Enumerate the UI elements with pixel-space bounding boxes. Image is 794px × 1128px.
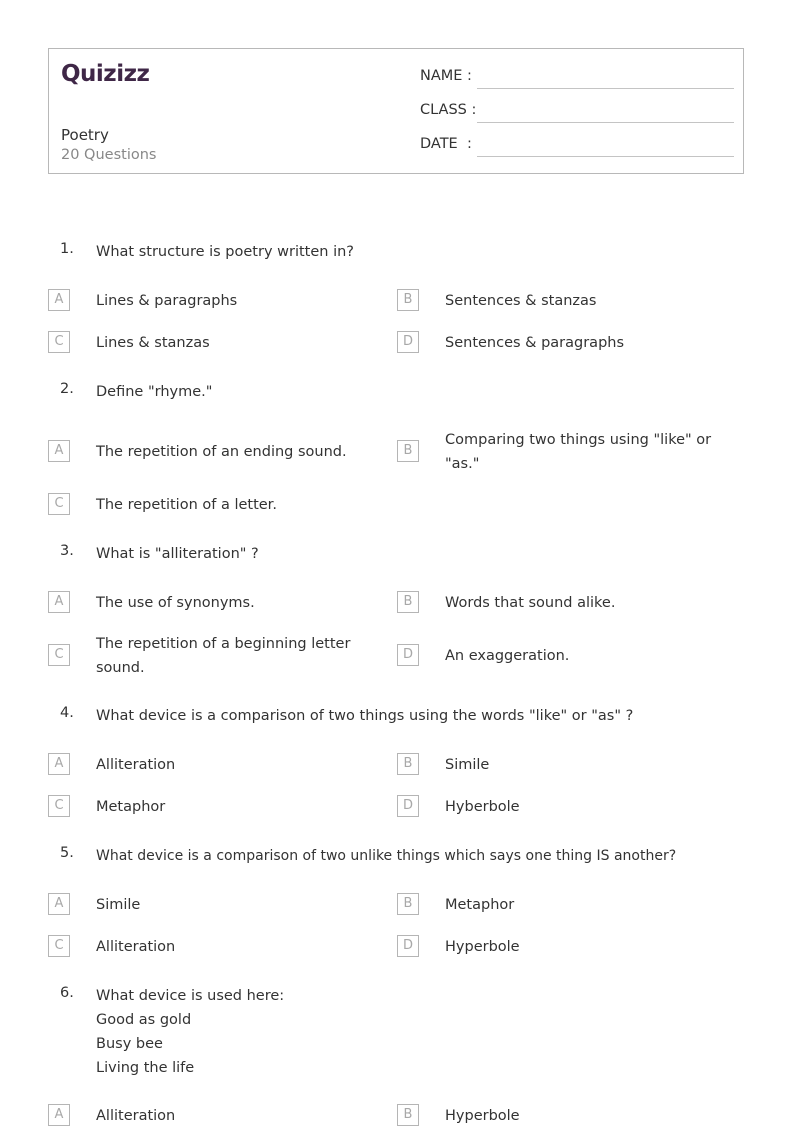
worksheet-title: Poetry: [61, 126, 109, 144]
option-letter-box[interactable]: C: [48, 331, 70, 353]
option-text: Lines & paragraphs: [96, 293, 238, 309]
question-text: What is "alliteration" ?: [96, 546, 259, 562]
option-text: Lines & stanzas: [96, 335, 210, 351]
class-label: CLASS :: [420, 102, 477, 118]
question-number: 3.: [60, 543, 74, 559]
option-text: Sentences & stanzas: [445, 293, 597, 309]
date-label: DATE :: [420, 136, 472, 152]
option-text: Alliteration: [96, 1108, 176, 1124]
question-number: 5.: [60, 845, 74, 861]
option-letter-box[interactable]: D: [397, 331, 419, 353]
question-number: 2.: [60, 381, 74, 397]
question-text: What device is a comparison of two unlike things which says one thing IS another?: [96, 848, 677, 864]
option-text: Metaphor: [445, 897, 515, 913]
option-letter-box[interactable]: A: [48, 440, 70, 462]
option-text: Metaphor: [96, 799, 166, 815]
quizizz-logo: Quizizz: [61, 61, 150, 87]
option-letter-box[interactable]: B: [397, 753, 419, 775]
option-letter-box[interactable]: D: [397, 644, 419, 666]
option-letter-box[interactable]: D: [397, 935, 419, 957]
class-line[interactable]: [477, 122, 734, 123]
option-text: Hyberbole: [445, 799, 520, 815]
question-number: 4.: [60, 705, 74, 721]
option-text: The use of synonyms.: [96, 595, 255, 611]
option-text: Simile: [96, 897, 141, 913]
option-text: The repetition of a beginning letter sound.: [96, 636, 351, 676]
question-count: 20 Questions: [61, 147, 157, 163]
option-letter-box[interactable]: A: [48, 289, 70, 311]
option-letter-box[interactable]: C: [48, 935, 70, 957]
option-text: Simile: [445, 757, 490, 773]
option-text: Comparing two things using "like" or "as.": [445, 432, 712, 472]
question-number: 6.: [60, 985, 74, 1001]
option-text: An exaggeration.: [445, 648, 570, 664]
option-letter-box[interactable]: C: [48, 795, 70, 817]
question-text: What device is a comparison of two things using the words "like" or "as" ?: [96, 708, 634, 724]
option-text: Sentences & paragraphs: [445, 335, 625, 351]
option-letter-box[interactable]: A: [48, 753, 70, 775]
question-text: What structure is poetry written in?: [96, 244, 354, 260]
option-letter-box[interactable]: B: [397, 440, 419, 462]
question-number: 1.: [60, 241, 74, 257]
option-letter-box[interactable]: A: [48, 591, 70, 613]
option-text: Words that sound alike.: [445, 595, 616, 611]
worksheet-header: [48, 48, 744, 174]
option-text: The repetition of an ending sound.: [96, 444, 347, 460]
option-letter-box[interactable]: B: [397, 1104, 419, 1126]
option-letter-box[interactable]: A: [48, 893, 70, 915]
option-letter-box[interactable]: B: [397, 591, 419, 613]
date-field: [420, 136, 734, 160]
name-line[interactable]: [477, 88, 734, 89]
option-letter-box[interactable]: C: [48, 644, 70, 666]
option-letter-box[interactable]: A: [48, 1104, 70, 1126]
option-text: The repetition of a letter.: [96, 497, 277, 513]
option-text: Alliteration: [96, 757, 176, 773]
option-letter-box[interactable]: D: [397, 795, 419, 817]
class-field: [420, 102, 734, 126]
option-letter-box[interactable]: C: [48, 493, 70, 515]
question-text: What device is used here: Good as gold Busy bee Living the life: [96, 988, 285, 1076]
date-line[interactable]: [477, 156, 734, 157]
name-field: [420, 68, 734, 92]
option-letter-box[interactable]: B: [397, 289, 419, 311]
option-text: Hyperbole: [445, 1108, 520, 1124]
question-text: Define "rhyme.": [96, 384, 213, 400]
option-text: Hyperbole: [445, 939, 520, 955]
name-label: NAME :: [420, 68, 472, 84]
option-letter-box[interactable]: B: [397, 893, 419, 915]
option-text: Alliteration: [96, 939, 176, 955]
